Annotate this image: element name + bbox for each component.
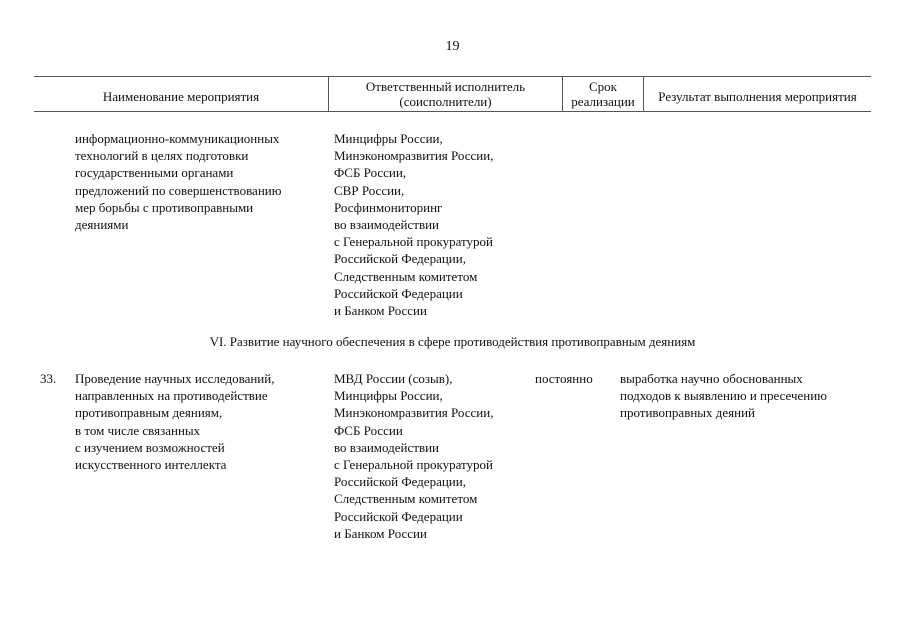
- text-line: подходов к выявлению и пресечению: [620, 388, 827, 404]
- header-executor-line: (соисполнители): [399, 94, 492, 109]
- text-line: противоправным деяниям,: [75, 405, 223, 421]
- text-line: технологий в целях подготовки: [75, 148, 249, 164]
- text-line: Следственным комитетом: [334, 491, 478, 507]
- header-term: [562, 77, 643, 111]
- text-line: МВД России (созыв),: [334, 371, 453, 386]
- text-line: Росфинмониторинг: [334, 199, 443, 215]
- text-line: Российской Федерации,: [334, 474, 466, 490]
- header-executor-line: Ответственный исполнитель: [365, 79, 526, 94]
- text-line: предложений по совершенствованию: [75, 182, 282, 198]
- table-header: [34, 76, 871, 112]
- text-line: Минэкономразвития России,: [334, 405, 494, 421]
- text-line: ФСБ России: [334, 422, 403, 438]
- text-line: в том числе связанных: [75, 422, 201, 438]
- row33-executor: [334, 370, 493, 542]
- text-line: с Генеральной прокуратурой: [334, 234, 493, 250]
- text-line: Минэкономразвития России,: [334, 148, 494, 164]
- header-result: Результат выполнения мероприятия: [643, 77, 871, 111]
- row33-name: [75, 370, 274, 473]
- row33-term: постоянно: [535, 371, 593, 386]
- text-line: выработка научно обоснованных: [620, 371, 803, 386]
- text-line: Российской Федерации,: [334, 251, 466, 267]
- row-number: 33.: [40, 371, 57, 386]
- header-executor: [328, 77, 562, 111]
- row33-result: [620, 370, 827, 422]
- continuation-executor: [334, 130, 493, 319]
- text-line: Российской Федерации: [334, 285, 463, 301]
- page-number: 19: [445, 39, 460, 54]
- text-line: во взаимодействии: [334, 439, 439, 455]
- text-line: во взаимодействии: [334, 217, 439, 233]
- text-line: с изучением возможностей: [75, 439, 225, 455]
- text-line: и Банком России: [334, 525, 427, 541]
- header-term-line: реализации: [571, 94, 635, 109]
- text-line: направленных на противодействие: [75, 388, 268, 404]
- text-line: СВР России,: [334, 182, 405, 198]
- text-line: деяниями: [75, 217, 129, 233]
- text-line: ФСБ России,: [334, 165, 407, 181]
- header-term-line: Срок: [588, 79, 617, 94]
- text-line: Проведение научных исследований,: [75, 371, 275, 386]
- header-name: Наименование мероприятия: [102, 88, 260, 104]
- text-line: Минцифры России,: [334, 131, 443, 146]
- text-line: Российской Федерации: [334, 508, 463, 524]
- text-line: искусственного интеллекта: [75, 457, 227, 473]
- continuation-name: [75, 130, 281, 233]
- text-line: мер борьбы с противоправными: [75, 199, 254, 215]
- text-line: с Генеральной прокуратурой: [334, 457, 493, 473]
- text-line: и Банком России: [334, 303, 427, 319]
- text-line: государственными органами: [75, 165, 234, 181]
- text-line: Следственным комитетом: [334, 268, 478, 284]
- section-title: VI. Развитие научного обеспечения в сфере противодействия противоправным деяниям: [209, 334, 696, 349]
- text-line: противоправных деяний: [620, 405, 756, 421]
- text-line: информационно-коммуникационных: [75, 131, 280, 146]
- text-line: Минцифры России,: [334, 388, 443, 404]
